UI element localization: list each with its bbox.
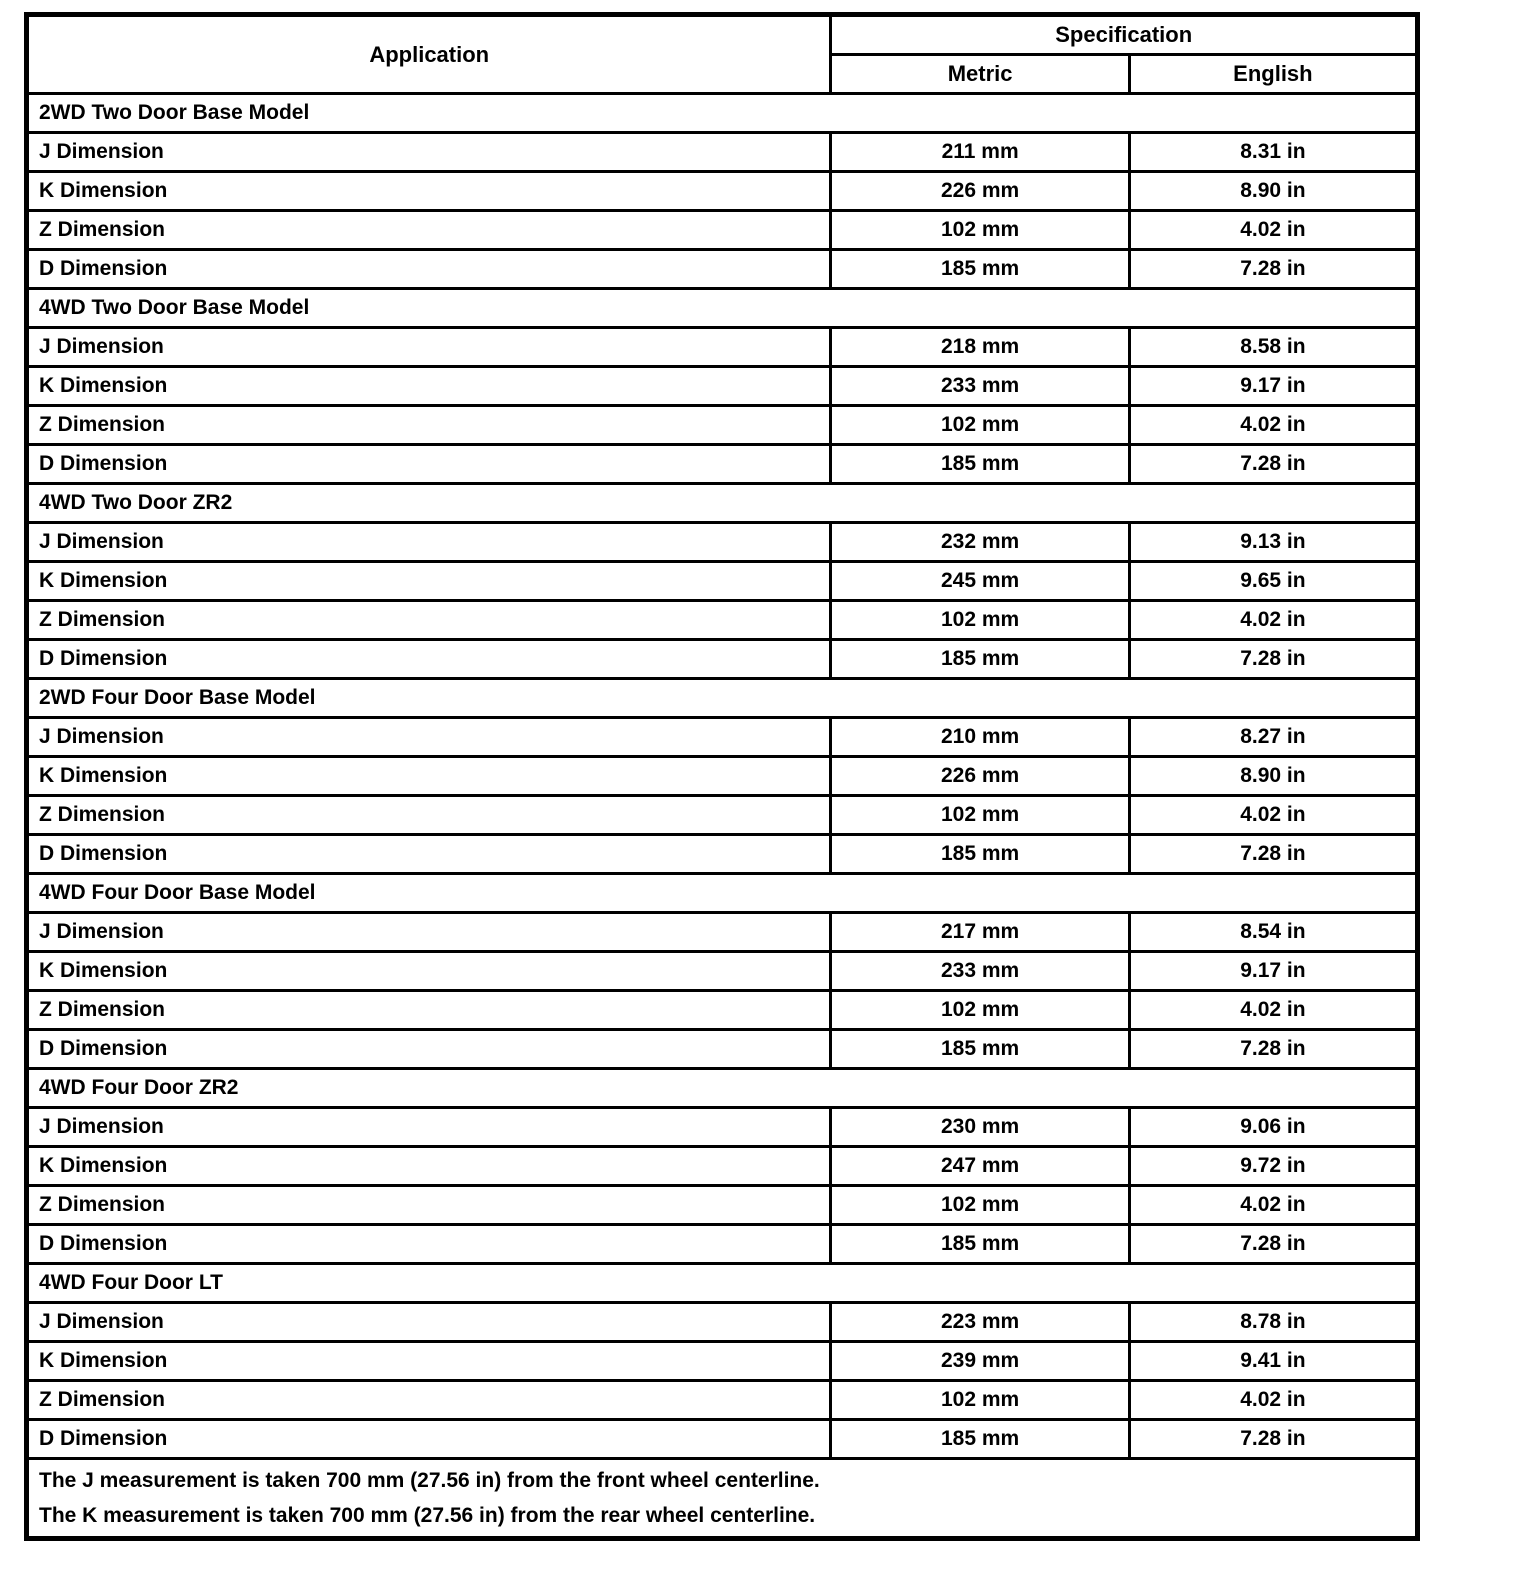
dimension-label: K Dimension [27,757,831,796]
english-value: 4.02 in [1129,1186,1417,1225]
metric-value: 230 mm [831,1108,1129,1147]
dimension-label: Z Dimension [27,796,831,835]
metric-value: 223 mm [831,1303,1129,1342]
section-header-row [27,679,1418,718]
table-row [27,1225,1418,1264]
english-value: 9.13 in [1129,523,1417,562]
section-header-row [27,1264,1418,1303]
table-row [27,1108,1418,1147]
table-row [27,991,1418,1030]
table-row [27,640,1418,679]
english-value: 7.28 in [1129,640,1417,679]
dimension-label: Z Dimension [27,991,831,1030]
english-value: 7.28 in [1129,1225,1417,1264]
dimension-label: K Dimension [27,172,831,211]
dimension-label: J Dimension [27,328,831,367]
column-header-specification: Specification [831,15,1418,55]
table-header [27,15,1418,94]
table-row [27,328,1418,367]
english-value: 8.90 in [1129,172,1417,211]
column-header-application: Application [27,15,831,94]
table-row [27,1030,1418,1069]
section-header-row [27,874,1418,913]
footnote-line: The J measurement is taken 700 mm (27.56 in) from the front wheel centerline. [39,1469,820,1492]
section-header-row [27,94,1418,133]
dimension-label: J Dimension [27,1108,831,1147]
metric-value: 185 mm [831,445,1129,484]
english-value: 9.41 in [1129,1342,1417,1381]
footnotes-cell [27,1459,1418,1539]
table-row [27,718,1418,757]
metric-value: 232 mm [831,523,1129,562]
table-row [27,1420,1418,1459]
dimension-label: D Dimension [27,445,831,484]
english-value: 7.28 in [1129,1030,1417,1069]
section-header-row [27,484,1418,523]
table-row [27,211,1418,250]
table-row [27,796,1418,835]
english-value: 8.78 in [1129,1303,1417,1342]
footnote-row [27,1459,1418,1539]
english-value: 4.02 in [1129,211,1417,250]
metric-value: 245 mm [831,562,1129,601]
dimension-label: Z Dimension [27,1186,831,1225]
table-row [27,1186,1418,1225]
footnote-line: The K measurement is taken 700 mm (27.56 in) from the rear wheel centerline. [39,1504,816,1527]
english-value: 9.06 in [1129,1108,1417,1147]
metric-value: 102 mm [831,796,1129,835]
dimension-label: D Dimension [27,835,831,874]
english-value: 8.31 in [1129,133,1417,172]
dimension-label: K Dimension [27,1147,831,1186]
metric-value: 210 mm [831,718,1129,757]
dimension-label: Z Dimension [27,211,831,250]
table-row [27,562,1418,601]
header-row-1 [27,15,1418,55]
english-value: 9.17 in [1129,952,1417,991]
english-value: 7.28 in [1129,445,1417,484]
english-value: 4.02 in [1129,406,1417,445]
section-header-row [27,1069,1418,1108]
table-row [27,406,1418,445]
metric-value: 102 mm [831,406,1129,445]
dimension-label: D Dimension [27,1225,831,1264]
dimension-label: Z Dimension [27,601,831,640]
english-value: 4.02 in [1129,601,1417,640]
dimension-label: Z Dimension [27,1381,831,1420]
section-title: 4WD Two Door Base Model [27,289,1418,328]
metric-value: 102 mm [831,1186,1129,1225]
table-row [27,1342,1418,1381]
metric-value: 102 mm [831,601,1129,640]
metric-value: 185 mm [831,640,1129,679]
table-row [27,1303,1418,1342]
metric-value: 239 mm [831,1342,1129,1381]
english-value: 9.72 in [1129,1147,1417,1186]
section-title: 2WD Four Door Base Model [27,679,1418,718]
table-row [27,952,1418,991]
metric-value: 102 mm [831,991,1129,1030]
table-row [27,250,1418,289]
metric-value: 233 mm [831,952,1129,991]
metric-value: 233 mm [831,367,1129,406]
table-row [27,445,1418,484]
metric-value: 211 mm [831,133,1129,172]
dimension-label: K Dimension [27,1342,831,1381]
english-value: 7.28 in [1129,835,1417,874]
metric-value: 185 mm [831,835,1129,874]
english-value: 4.02 in [1129,796,1417,835]
metric-value: 217 mm [831,913,1129,952]
metric-value: 185 mm [831,1030,1129,1069]
column-header-english: English [1129,55,1417,94]
metric-value: 247 mm [831,1147,1129,1186]
table-row [27,133,1418,172]
table-row [27,835,1418,874]
metric-value: 185 mm [831,1420,1129,1459]
table-row [27,757,1418,796]
column-header-metric: Metric [831,55,1129,94]
metric-value: 185 mm [831,1225,1129,1264]
english-value: 7.28 in [1129,1420,1417,1459]
english-value: 9.65 in [1129,562,1417,601]
table-row [27,1381,1418,1420]
dimension-label: D Dimension [27,640,831,679]
metric-value: 102 mm [831,211,1129,250]
dimension-label: K Dimension [27,367,831,406]
section-title: 4WD Four Door ZR2 [27,1069,1418,1108]
trim-height-spec-table [24,12,1420,1541]
metric-value: 102 mm [831,1381,1129,1420]
dimension-label: D Dimension [27,250,831,289]
document-page [0,12,1520,1594]
dimension-label: K Dimension [27,952,831,991]
english-value: 4.02 in [1129,1381,1417,1420]
dimension-label: J Dimension [27,913,831,952]
section-title: 4WD Four Door LT [27,1264,1418,1303]
table-row [27,601,1418,640]
section-title: 2WD Two Door Base Model [27,94,1418,133]
table-row [27,172,1418,211]
english-value: 8.90 in [1129,757,1417,796]
table-row [27,1147,1418,1186]
english-value: 8.27 in [1129,718,1417,757]
dimension-label: D Dimension [27,1420,831,1459]
table-row [27,523,1418,562]
dimension-label: K Dimension [27,562,831,601]
table-body [27,94,1418,1539]
metric-value: 226 mm [831,172,1129,211]
section-title: 4WD Two Door ZR2 [27,484,1418,523]
metric-value: 226 mm [831,757,1129,796]
english-value: 4.02 in [1129,991,1417,1030]
dimension-label: Z Dimension [27,406,831,445]
table-row [27,913,1418,952]
metric-value: 218 mm [831,328,1129,367]
dimension-label: J Dimension [27,718,831,757]
dimension-label: J Dimension [27,133,831,172]
section-title: 4WD Four Door Base Model [27,874,1418,913]
dimension-label: J Dimension [27,523,831,562]
english-value: 7.28 in [1129,250,1417,289]
english-value: 8.54 in [1129,913,1417,952]
english-value: 8.58 in [1129,328,1417,367]
dimension-label: D Dimension [27,1030,831,1069]
english-value: 9.17 in [1129,367,1417,406]
table-row [27,367,1418,406]
section-header-row [27,289,1418,328]
metric-value: 185 mm [831,250,1129,289]
dimension-label: J Dimension [27,1303,831,1342]
